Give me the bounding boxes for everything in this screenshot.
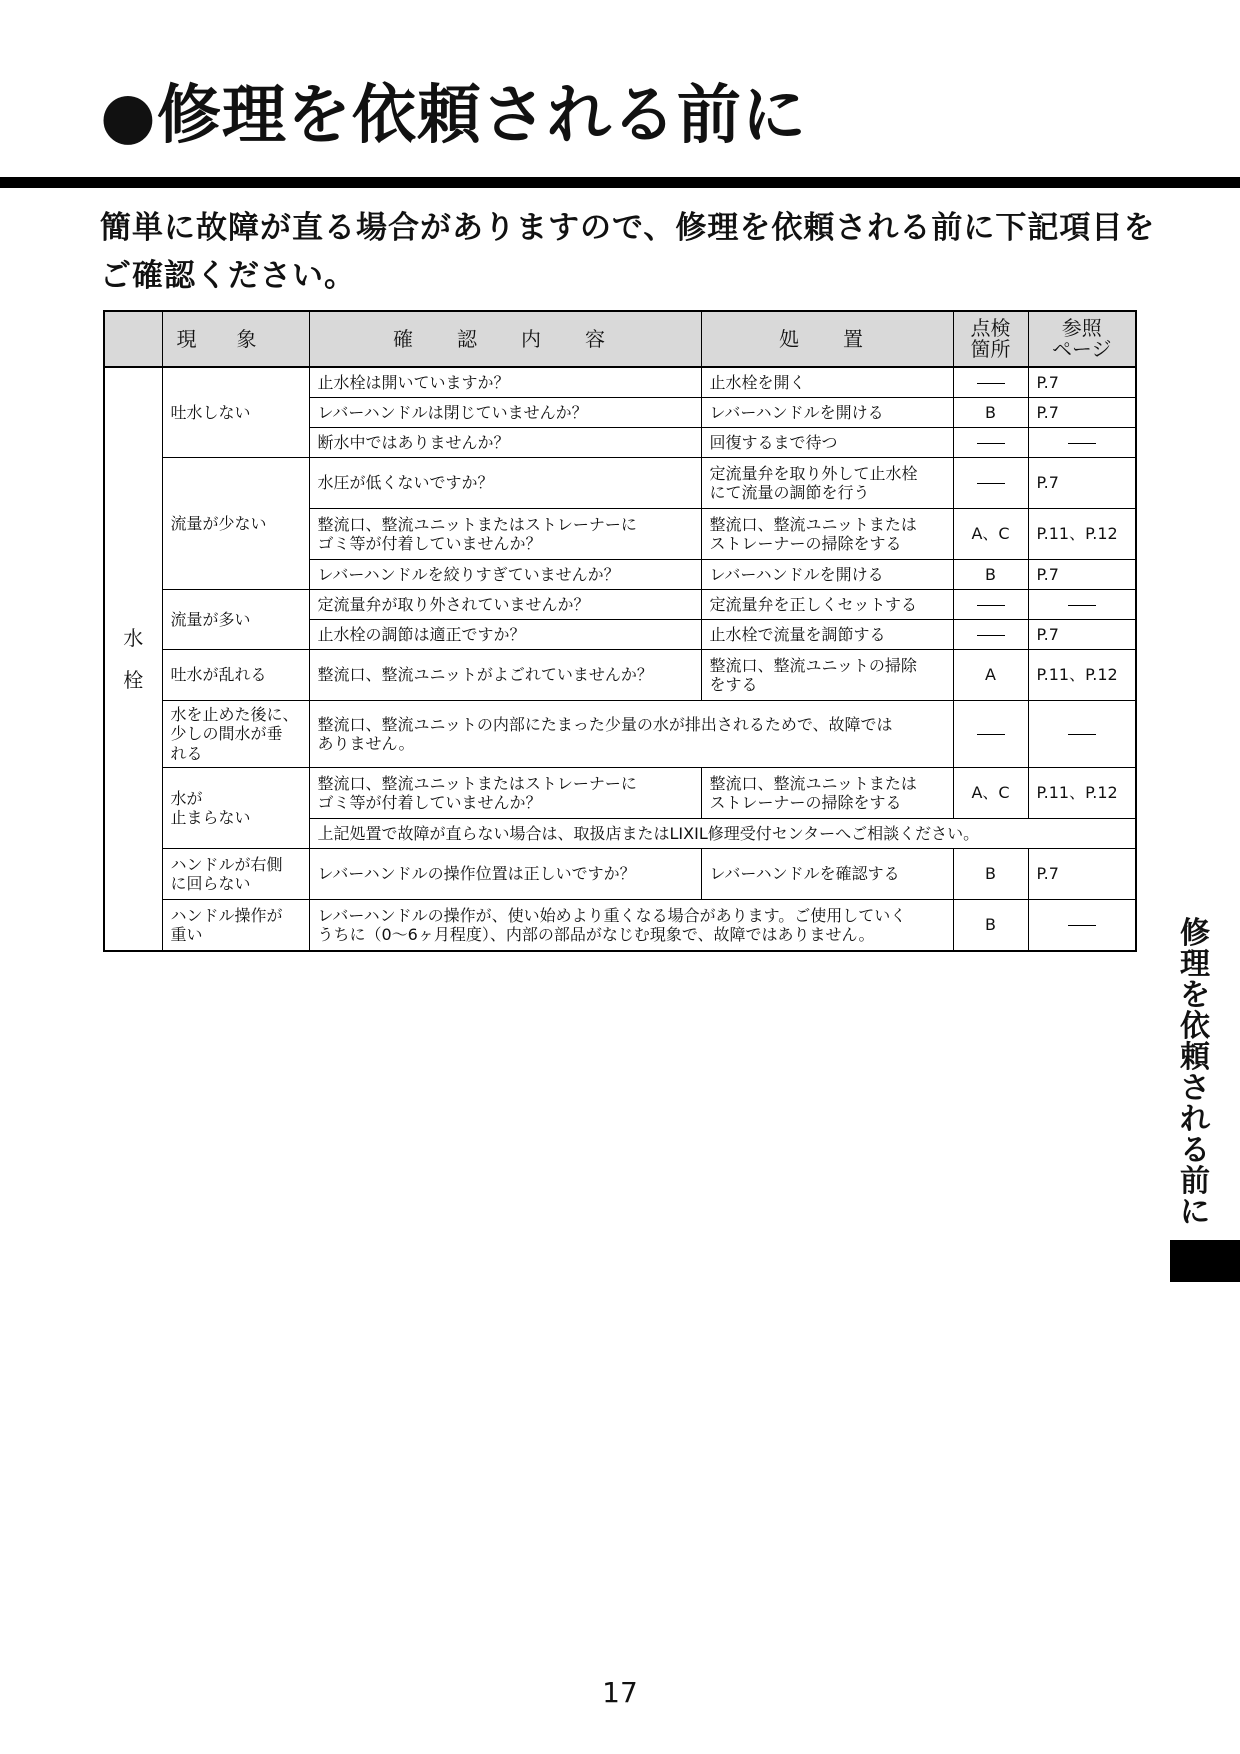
page-cell: P.7 [1028,367,1136,398]
dash-mark [977,635,1005,636]
header-ref-line-2: ページ [1051,337,1112,361]
page-cell [1028,900,1136,952]
troubleshooting-table [103,310,1137,952]
point-cell: B [953,560,1028,590]
page-cell: P.11、P.12 [1028,768,1136,819]
action-line: 定流量弁を取り外して止水栓 [709,463,918,483]
symptom-line: 水が [170,788,203,808]
title-rule [0,177,1240,188]
symptom-cell [162,900,309,952]
check-cell: 定流量弁が取り外されていませんか？ [309,590,701,620]
action-line: ストレーナーの掃除をする [709,534,902,553]
check-cell: 断水中ではありませんか？ [309,428,701,458]
check-line: 整流口、整流ユニットまたはストレーナーに [317,773,637,793]
category-char-1: 水 [123,626,144,650]
dash-mark [1068,605,1096,606]
header-category [104,311,162,367]
table-row [104,590,1136,620]
page-cell: P.11、P.12 [1028,509,1136,560]
action-line: にて流量の調節を行う [709,483,870,502]
page-cell [1028,428,1136,458]
action-cell: 回復するまで待つ [701,428,953,458]
symptom-cell [162,768,309,849]
check-cell: レバーハンドルを絞りすぎていませんか？ [309,560,701,590]
point-cell: A、C [953,768,1028,819]
side-tab-marker [1170,1240,1240,1282]
point-cell: A [953,650,1028,701]
action-cell: 止水栓で流量を調節する [701,620,953,650]
check-cell: レバーハンドルの操作位置は正しいですか？ [309,849,701,900]
point-cell [953,701,1028,768]
symptom-cell: 流量が少ない [162,458,309,590]
action-cell [701,458,953,509]
point-cell [953,428,1028,458]
symptom-line: に回らない [170,874,251,893]
header-ref-page [1028,311,1136,367]
note-line: 整流口、整流ユニットの内部にたまった少量の水が排出されるためで、故障では [317,714,893,734]
header-point-line-1: 点検 [970,316,1011,340]
action-cell: 止水栓を開く [701,367,953,398]
dash-mark [977,383,1005,384]
check-cell: 水圧が低くないですか？ [309,458,701,509]
table-row [104,768,1136,819]
check-cell [309,509,701,560]
header-action: 処 置 [701,311,953,367]
action-cell: レバーハンドルを開ける [701,398,953,428]
intro-text [100,204,1160,300]
action-cell [701,650,953,701]
action-line: をする [709,675,758,694]
action-cell: 定流量弁を正しくセットする [701,590,953,620]
header-symptom: 現 象 [162,311,309,367]
point-cell [953,620,1028,650]
check-line: ゴミ等が付着していませんか？ [317,793,542,812]
page-title: ●修理を依頼される前に [100,79,807,153]
symptom-cell: 吐水しない [162,367,309,458]
table-row [104,367,1136,398]
symptom-cell: 吐水が乱れる [162,650,309,701]
symptom-line: ハンドル操作が [170,905,283,925]
check-cell: 整流口、整流ユニットがよごれていませんか？ [309,650,701,701]
table-row [104,701,1136,768]
page-cell: P.7 [1028,398,1136,428]
action-cell [701,509,953,560]
category-char-2: 栓 [123,668,144,692]
dash-mark [977,443,1005,444]
action-line: ストレーナーの掃除をする [709,793,902,812]
action-cell: レバーハンドルを開ける [701,560,953,590]
symptom-line: 重い [170,925,203,944]
point-cell: A、C [953,509,1028,560]
note-line: うちに（0〜6ヶ月程度）、内部の部品がなじむ現象で、故障ではありません。 [317,925,875,944]
point-cell: B [953,900,1028,952]
dash-mark [977,734,1005,735]
page-cell: P.7 [1028,560,1136,590]
point-cell [953,590,1028,620]
action-line: 整流口、整流ユニットまたは [709,514,917,534]
symptom-line: 水を止めた後に、 [170,705,299,725]
note-cell: 上記処置で故障が直らない場合は、取扱店またはLIXIL修理受付センターへご相談ください。 [309,819,1136,849]
symptom-line: ハンドルが右側 [170,854,283,874]
intro-line-1: 簡単に故障が直る場合がありますので、修理を依頼される前に下記項目を [100,210,1156,246]
symptom-line: 少しの間水が垂 [170,724,283,744]
symptom-cell [162,701,309,768]
symptom-line: 止まらない [170,808,251,827]
check-line: 整流口、整流ユニットまたはストレーナーに [317,514,637,534]
dash-mark [1068,734,1096,735]
action-line: 整流口、整流ユニットの掃除 [709,655,917,675]
dash-mark [1068,443,1096,444]
header-point-line-2: 箇所 [970,337,1011,361]
page-cell: P.7 [1028,849,1136,900]
dash-mark [977,483,1005,484]
table-row [104,458,1136,509]
intro-line-2: ご確認ください。 [100,258,356,294]
note-line: ありません。 [317,734,415,753]
note-cell [309,701,953,768]
point-cell: B [953,849,1028,900]
header-point [953,311,1028,367]
side-tab-label: 修理を依頼される前に [1180,916,1210,1230]
note-cell [309,900,953,952]
symptom-cell: 流量が多い [162,590,309,650]
symptom-cell [162,849,309,900]
table-row [104,650,1136,701]
action-line: 整流口、整流ユニットまたは [709,773,917,793]
note-line: レバーハンドルの操作が、使い始めより重くなる場合があります。ご使用していく [317,905,907,925]
page-cell [1028,590,1136,620]
header-ref-line-1: 参照 [1061,316,1102,340]
dash-mark [977,605,1005,606]
check-cell: 止水栓は開いていますか？ [309,367,701,398]
point-cell: B [953,398,1028,428]
check-cell: レバーハンドルは閉じていませんか？ [309,398,701,428]
action-cell [701,768,953,819]
symptom-line: れる [170,743,203,763]
page-cell [1028,701,1136,768]
action-cell: レバーハンドルを確認する [701,849,953,900]
category-cell [104,367,162,951]
page-cell: P.11、P.12 [1028,650,1136,701]
page-cell: P.7 [1028,458,1136,509]
point-cell [953,458,1028,509]
dash-mark [1068,925,1096,926]
table-row [104,900,1136,952]
page-number: 17 [602,1676,638,1709]
table-row [104,849,1136,900]
page-cell: P.7 [1028,620,1136,650]
check-line: ゴミ等が付着していませんか？ [317,534,542,553]
point-cell [953,367,1028,398]
table-header-row [104,311,1136,367]
header-check: 確 認 内 容 [309,311,701,367]
check-cell: 止水栓の調節は適正ですか？ [309,620,701,650]
check-cell [309,768,701,819]
